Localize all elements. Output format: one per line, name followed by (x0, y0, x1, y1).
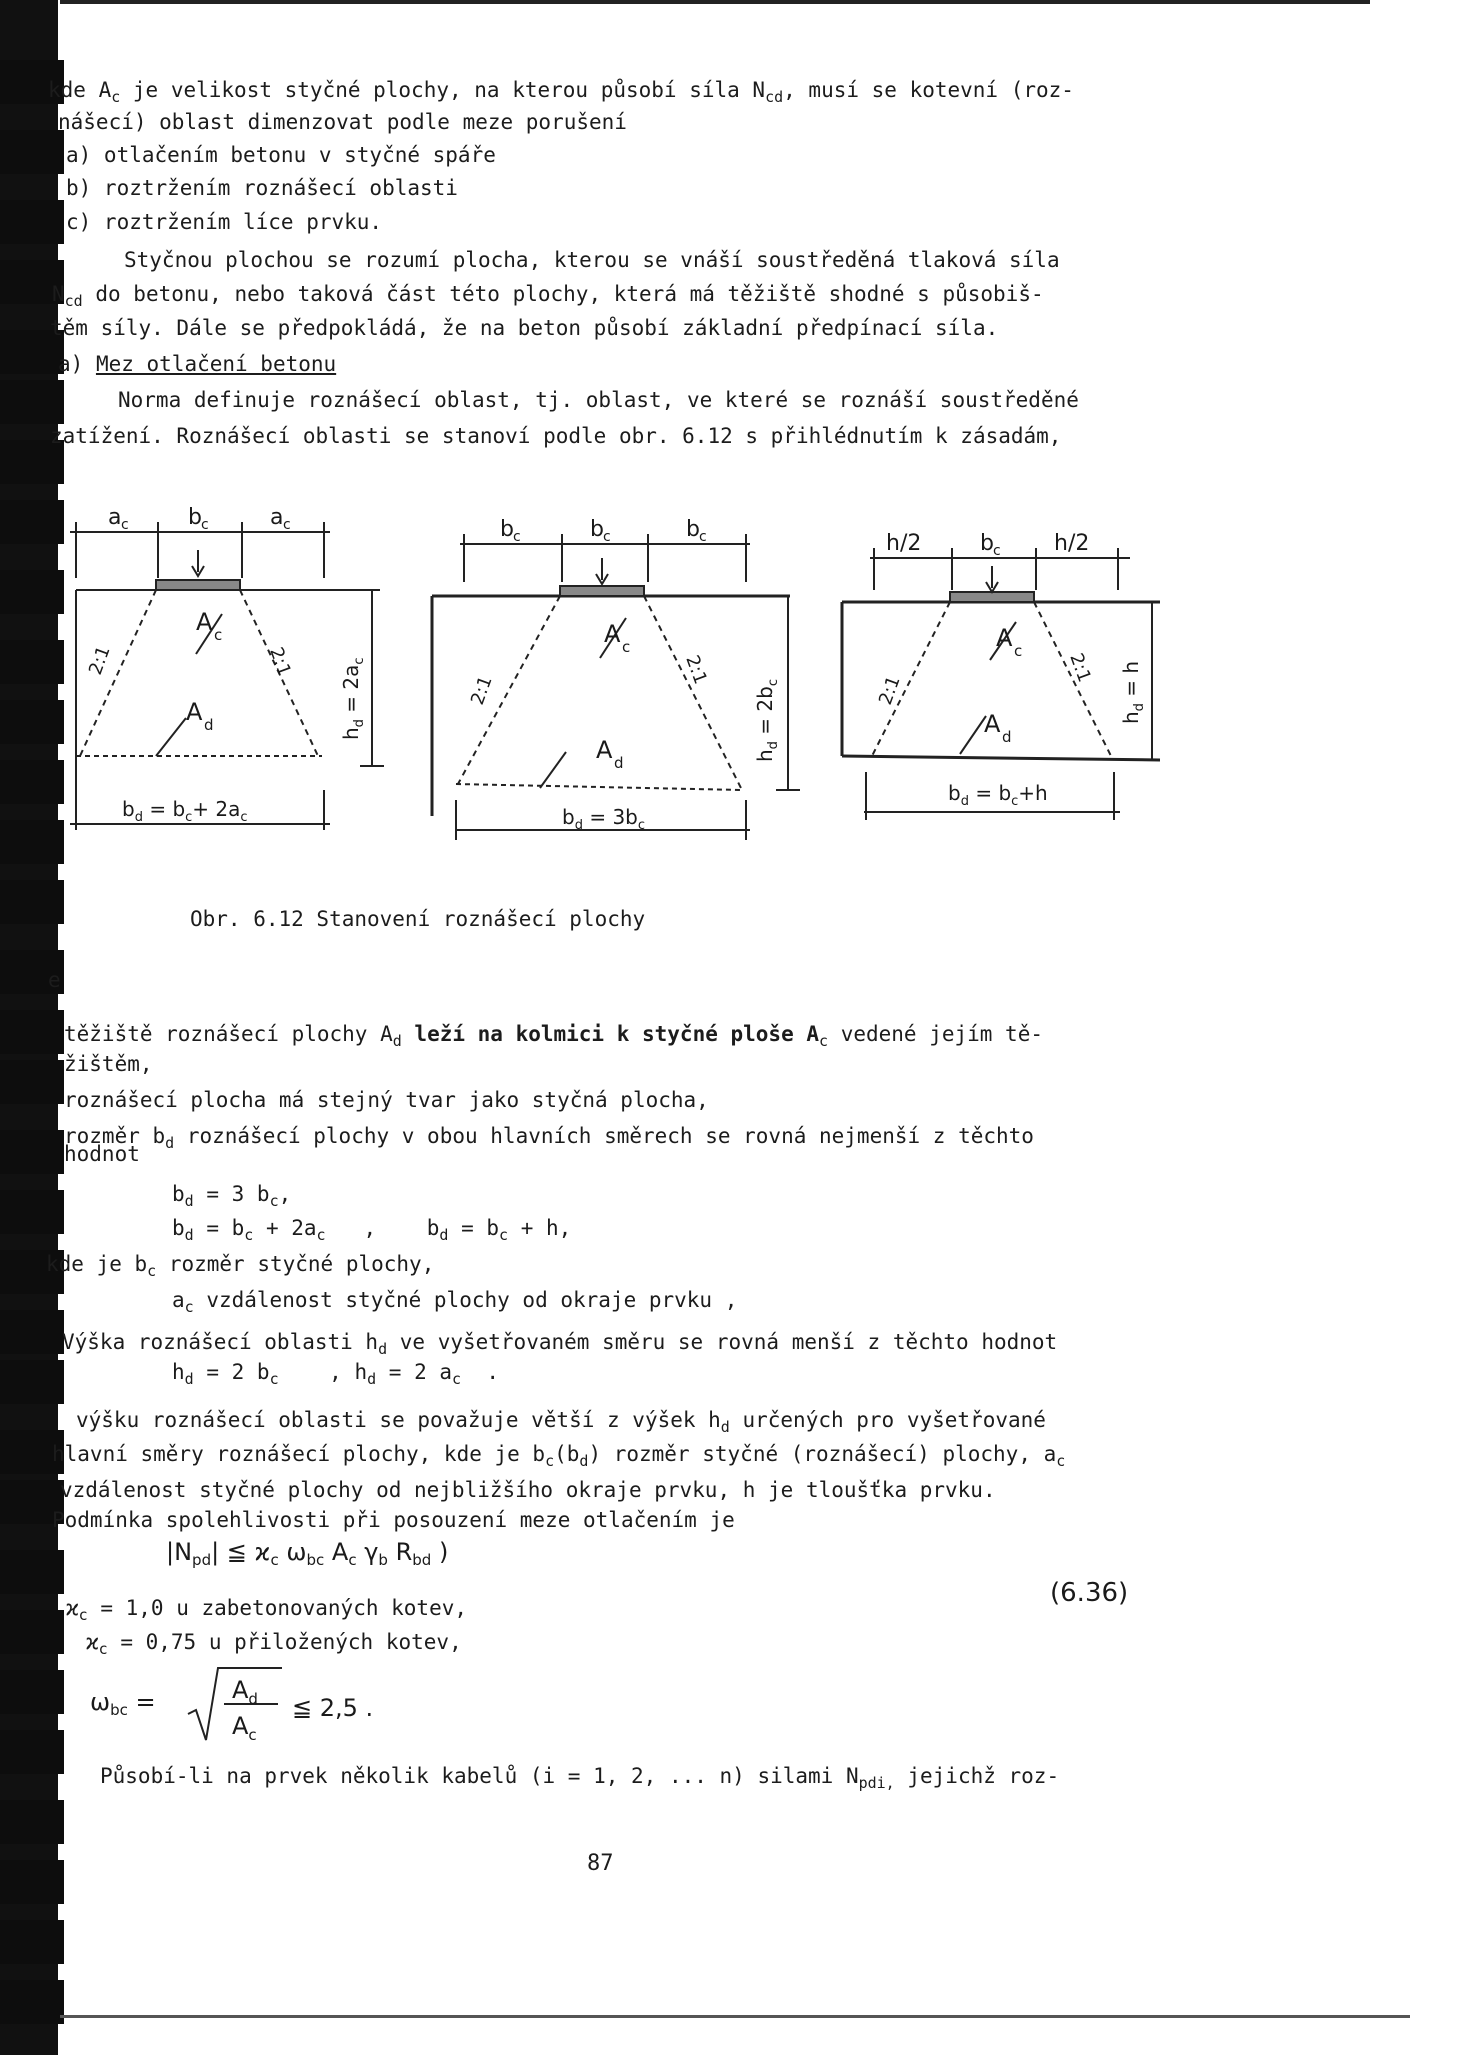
svg-text:c: c (201, 517, 209, 533)
svg-text:d: d (204, 716, 214, 734)
binder-tab (0, 700, 64, 744)
svg-text:Ac: $A_c$ (232, 1712, 257, 1744)
text-line-18: $a_c$ vzdálenost styčné plochy od okraje prvku , (172, 1288, 738, 1316)
text-line-2: nášecí) oblast dimenzovat podle meze porušení (58, 110, 627, 134)
binder-tab (0, 1360, 64, 1404)
page-number: 87 (587, 1851, 614, 1876)
omega-bc-formula: $\omega_{bc}$ = (90, 1688, 156, 1719)
svg-text:c: c (622, 638, 631, 656)
binder-tab (0, 880, 64, 924)
svg-text:2:1: 2:1 (1065, 650, 1095, 685)
figure-caption: Obr. 6.12 Stanovení roznášecí plochy (190, 907, 646, 931)
svg-text:hd = 2ac: $h_d = 2a_c$ (339, 657, 367, 740)
svg-text:b: b (590, 517, 604, 542)
binder-tab (0, 1190, 64, 1234)
svg-text:bd = bc+ 2ac: $b_d = b_c+ 2a_c$ (122, 797, 248, 825)
formula-hd: $h_d = 2$ $b_c$ , $h_d = 2$ $a_c$ . (172, 1360, 499, 1388)
svg-text:h/2: h/2 (1054, 531, 1090, 556)
svg-text:bd = bc+h: $b_d = b_c+h$ (948, 781, 1048, 809)
svg-text:2:1: 2:1 (466, 673, 497, 708)
text-line-21: hlavní směry roznášecí plochy, kde je $b_c(b_d)$ rozměr styčné (roznášecí) plochy, $a_c$ (52, 1442, 1066, 1470)
binder-tab (0, 1860, 64, 1904)
text-line-23: Podmínka spolehlivosti při posouzení meze otlačením je (52, 1508, 735, 1532)
section-heading: a) Mez otlačení betonu (58, 352, 337, 376)
svg-text:d: d (614, 754, 624, 772)
svg-text:2:1: 2:1 (265, 644, 295, 679)
svg-text:c: c (993, 543, 1001, 559)
text-line-22: vzdálenost styčné plochy od nejbližšího okraje prvku, h je tloušťka prvku. (60, 1478, 996, 1502)
svg-text:bd = 3bc: $b_d = 3b_c$ (562, 805, 646, 833)
diagram-3 (830, 510, 1180, 830)
binder-tab (0, 1130, 64, 1174)
square-root-sign (184, 1664, 284, 1744)
binder-tab (0, 1310, 64, 1354)
svg-text:b: b (686, 517, 700, 542)
text-line-9: Norma definuje roznášecí oblast, tj. oblast, ve které se roznáší soustředěné (118, 388, 1079, 412)
svg-text:a: a (270, 505, 284, 530)
binder-tab (0, 1010, 64, 1054)
svg-text:A: A (596, 736, 613, 764)
binder-tab (0, 200, 64, 244)
omega-limit: ≦ 2,5 . (292, 1694, 374, 1722)
binder-tab (0, 640, 64, 684)
binder-tab (0, 500, 64, 544)
svg-text:2:1: 2:1 (84, 643, 115, 678)
text-line-24: Působí-li na prvek několik kabelů (i = 1, 2, ... n) silami $N_{pdi,}$ jejichž roz- (100, 1764, 1060, 1792)
svg-text:c: c (1014, 642, 1023, 660)
text-line-20: výšku roznášecí oblasti se považuje větší z výšek $h_d$ určených pro vyšetřované (76, 1408, 1046, 1436)
binder-tab (0, 130, 64, 174)
equation-6-36: $|N_{pd}|$ ≦ $ϰ_c$ $\omega_{bc}$ $A_c$ $\gamma_b$ $R_{bd}$ ) (166, 1538, 449, 1569)
binder-tab (0, 820, 64, 864)
top-border-line (60, 0, 1370, 4)
text-line-5: c) roztržením líce prvku. (66, 210, 383, 234)
text-line-15: rozměr $b_d$ roznášecí plochy v obou hlavních směrech se rovná nejmenší z těchto (64, 1124, 1034, 1152)
svg-text:c: c (699, 529, 707, 545)
svg-text:A: A (196, 608, 213, 636)
binder-tab (0, 570, 64, 614)
binder-tab (0, 1800, 64, 1844)
binder-tab (0, 1610, 64, 1654)
svg-text:a: a (108, 505, 122, 530)
formula-bd-1: $b_d = 3$ $b_c$, (172, 1182, 292, 1210)
svg-text:A: A (996, 624, 1013, 652)
svg-text:b: b (980, 531, 994, 556)
text-line-4: b) roztržením roznášecí oblasti (66, 176, 458, 200)
svg-text:A: A (186, 698, 203, 726)
svg-text:b: b (188, 505, 202, 530)
diagram-2 (420, 500, 800, 860)
bottom-border-line (60, 2015, 1410, 2018)
svg-text:c: c (121, 517, 129, 533)
binder-tab (0, 1060, 64, 1104)
formula-bd-2: $b_d = b_c + 2a_c$ , $b_d = b_c + h$, (172, 1216, 572, 1244)
text-line-13: žištěm, (64, 1052, 153, 1076)
svg-text:Ad: $A_d$ (232, 1676, 258, 1708)
text-line-6: Styčnou plochou se rozumí plocha, kterou se vnáší soustředěná tlaková síla (124, 248, 1060, 272)
binder-tab (0, 1730, 64, 1774)
text-line-17: kde je $b_c$ rozměr styčné plochy, (46, 1252, 435, 1280)
svg-text:c: c (513, 529, 521, 545)
text-line-7: $N_{cd}$ do betonu, nebo taková část této plochy, která má těžiště shodné s působiš- (52, 282, 1044, 310)
binder-tab (0, 380, 64, 424)
svg-text:c: c (603, 529, 611, 545)
text-line-10: zatížení. Roznášecí oblasti se stanoví podle obr. 6.12 s přihlédnutím k zásadám, (50, 424, 1062, 448)
svg-text:h/2: h/2 (886, 531, 922, 556)
binder-tab (0, 1920, 64, 1964)
binder-tab (0, 1550, 64, 1594)
text-line-8: těm síly. Dále se předpokládá, že na beton působí základní předpínací síla. (50, 316, 999, 340)
svg-text:d: d (1002, 728, 1012, 746)
svg-text:hd = h: $h_d = h$ (1119, 660, 1147, 724)
kappa-line-2: $ϰ_c = 0,75$ u přiložených kotev, (86, 1630, 462, 1658)
svg-text:hd = 2bc: $h_d = 2b_c$ (753, 678, 781, 762)
svg-text:b: b (500, 517, 514, 542)
svg-text:A: A (984, 710, 1001, 738)
text-line-19: Výška roznášecí oblasti $h_d$ ve vyšetřovaném směru se rovná menší z těchto hodnot (62, 1330, 1058, 1358)
text-line-12: těžiště roznášecí plochy $A_d$ leží na kolmici k styčné ploše $A_c$ vedené jejím tě- (64, 1022, 1043, 1050)
binder-tab (0, 1980, 64, 2024)
text-line-11: e (48, 968, 61, 992)
binder-tab (0, 1670, 64, 1714)
svg-text:2:1: 2:1 (681, 652, 711, 687)
svg-text:c: c (214, 626, 223, 644)
equation-number: (6.36) (1050, 1578, 1129, 1608)
svg-text:A: A (604, 620, 621, 648)
text-line-1: kde $A_c$ je velikost styčné plochy, na kterou působí síla $N_{cd}$, musí se kotevní (roz- (48, 78, 1074, 106)
svg-text:c: c (283, 517, 291, 533)
text-line-14: roznášecí plocha má stejný tvar jako styčná plocha, (64, 1088, 709, 1112)
svg-text:2:1: 2:1 (874, 673, 905, 708)
kappa-line-1: $ϰ_c = 1,0$ u zabetonovaných kotev, (66, 1596, 467, 1624)
binder-tab (0, 760, 64, 804)
text-line-16: hodnot (64, 1142, 140, 1166)
text-line-3: a) otlačením betonu v styčné spáře (66, 143, 496, 167)
diagram-1 (60, 500, 400, 840)
